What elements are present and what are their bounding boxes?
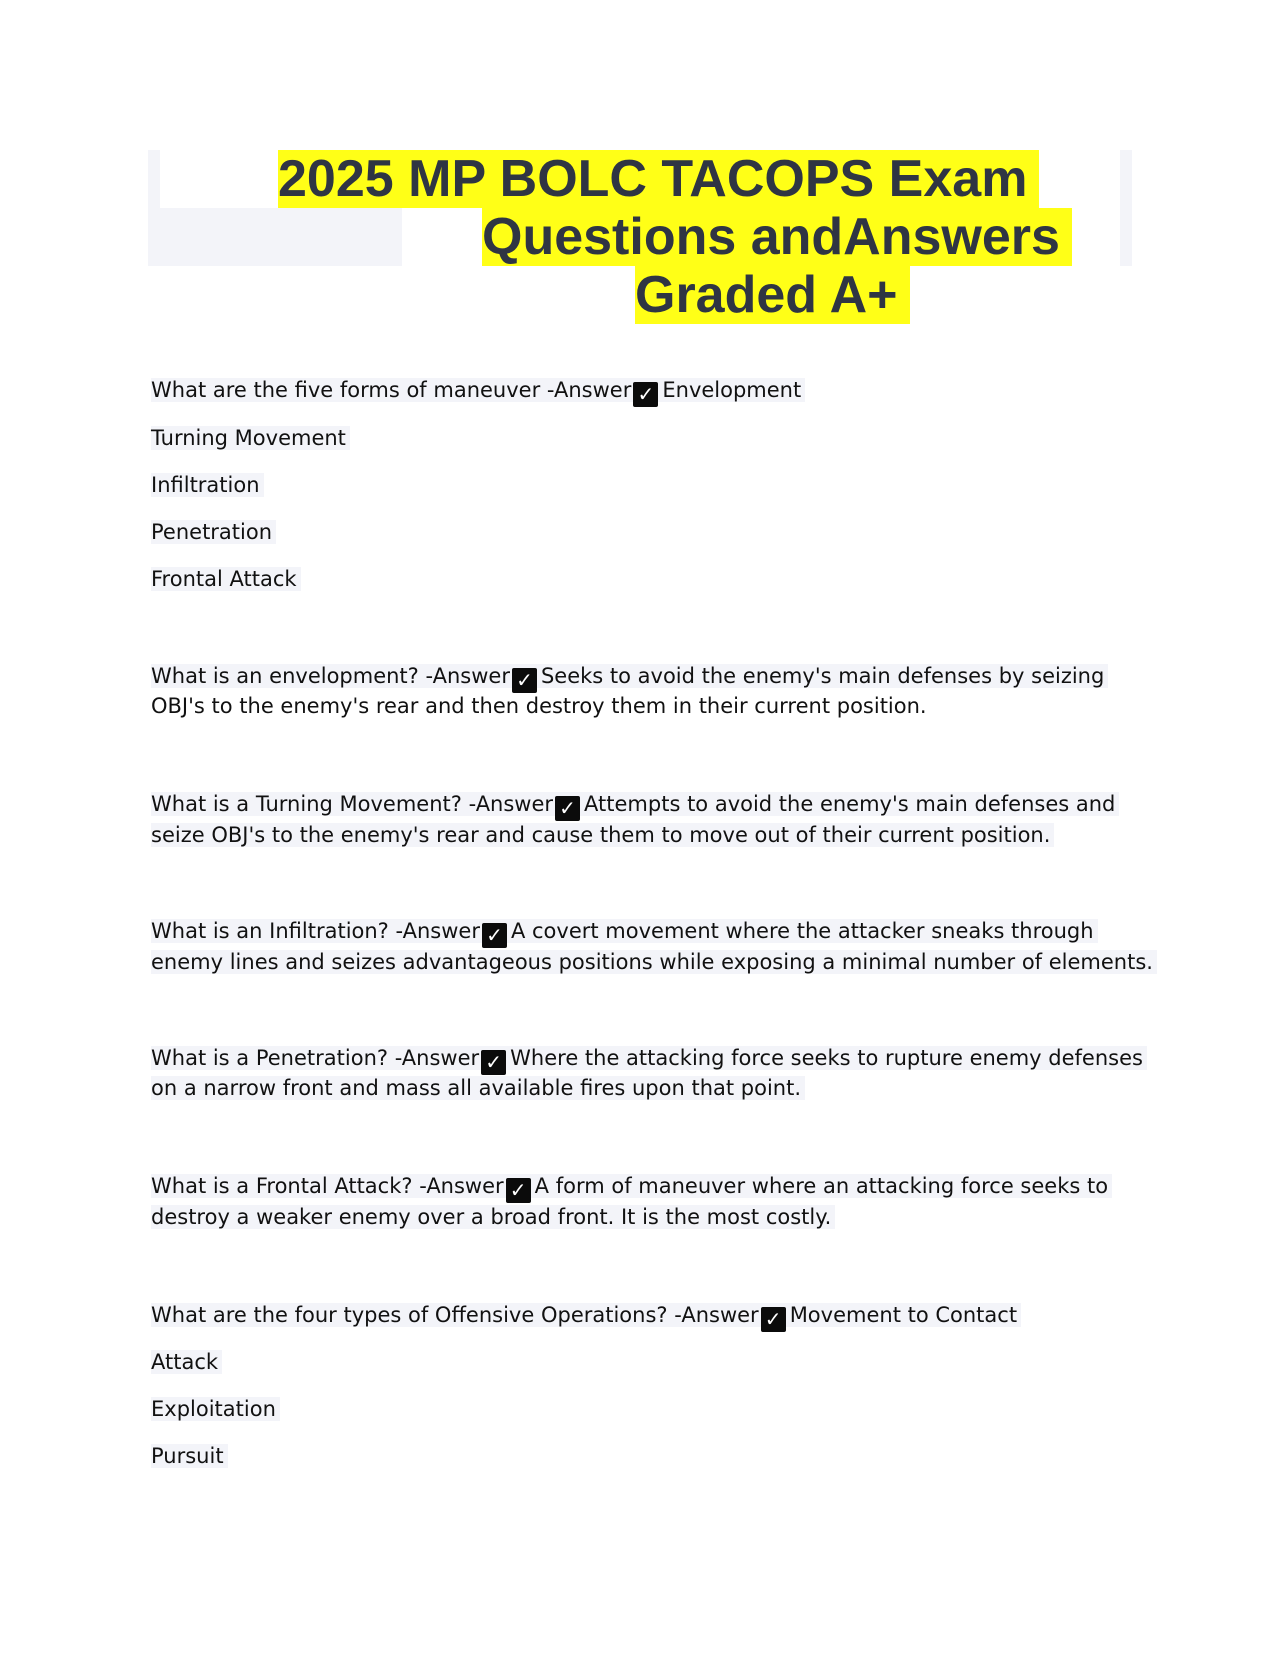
answer-text: Pursuit bbox=[151, 1444, 228, 1468]
answer-text: destroy a weaker enemy over a broad front. It is the most costly. bbox=[151, 1205, 835, 1229]
document-title-line-2: Questions andAnswers bbox=[482, 208, 1072, 266]
answer-text: Movement to Contact bbox=[789, 1303, 1018, 1327]
check-box-icon: ✓ bbox=[512, 668, 537, 693]
answer-line bbox=[151, 1202, 835, 1233]
check-box-icon: ✓ bbox=[506, 1178, 531, 1203]
question-text: What is a Penetration? -Answer bbox=[151, 1046, 480, 1070]
answer-text: on a narrow front and mass all available fires upon that point. bbox=[151, 1076, 805, 1100]
answer-text: A covert movement where the attacker sneaks through bbox=[510, 919, 1094, 943]
answer-line bbox=[151, 1441, 228, 1472]
answer-text: Turning Movement bbox=[151, 426, 350, 450]
answer-line bbox=[151, 1394, 280, 1425]
check-box-icon: ✓ bbox=[482, 923, 507, 948]
answer-line bbox=[151, 423, 350, 454]
question-line bbox=[151, 916, 1098, 947]
answer-text: enemy lines and seizes advantageous positions while exposing a minimal number of elements. bbox=[151, 950, 1157, 974]
check-box-icon: ✓ bbox=[761, 1307, 786, 1332]
answer-text: Exploitation bbox=[151, 1397, 280, 1421]
question-line bbox=[151, 1300, 1021, 1331]
answer-text: OBJ's to the enemy's rear and then destroy them in their current position. bbox=[151, 694, 927, 718]
document-title-line-1: 2025 MP BOLC TACOPS Exam bbox=[278, 150, 1039, 208]
answer-line bbox=[151, 470, 264, 501]
answer-text: Seeks to avoid the enemy's main defenses by seizing bbox=[540, 664, 1105, 688]
question-line bbox=[151, 661, 1108, 692]
qa-line-text bbox=[151, 378, 805, 406]
answer-text: Envelopment bbox=[662, 378, 802, 402]
answer-text: Infiltration bbox=[151, 473, 264, 497]
answer-line bbox=[151, 1073, 805, 1104]
answer-line bbox=[151, 691, 927, 722]
question-text: What are the five forms of maneuver -Answer bbox=[151, 378, 632, 402]
answer-text: Where the attacking force seeks to rupture enemy defenses bbox=[510, 1046, 1143, 1070]
question-text: What is an Infiltration? -Answer bbox=[151, 919, 480, 943]
answer-line bbox=[151, 947, 1157, 978]
document-title-line-3: Graded A+ bbox=[635, 266, 910, 324]
question-line bbox=[151, 1043, 1147, 1074]
answer-line bbox=[151, 517, 276, 548]
check-box-icon: ✓ bbox=[633, 382, 658, 407]
question-line bbox=[151, 1171, 1112, 1202]
question-text: What is an envelopment? -Answer bbox=[151, 664, 510, 688]
check-box-icon: ✓ bbox=[555, 796, 580, 821]
answer-line bbox=[151, 564, 301, 595]
question-text: What is a Turning Movement? -Answer bbox=[151, 792, 554, 816]
answer-text: Frontal Attack bbox=[151, 567, 301, 591]
qa-line-text bbox=[151, 1174, 1112, 1202]
answer-text: A form of maneuver where an attacking force seeks to bbox=[534, 1174, 1109, 1198]
answer-text: seize OBJ's to the enemy's rear and cause them to move out of their current position. bbox=[151, 823, 1054, 847]
question-line bbox=[151, 375, 805, 406]
qa-line-text bbox=[151, 1046, 1147, 1074]
answer-text: Penetration bbox=[151, 520, 276, 544]
qa-line-text bbox=[151, 664, 1108, 692]
qa-line-text bbox=[151, 1303, 1021, 1331]
qa-line-text bbox=[151, 919, 1098, 947]
qa-line-text bbox=[151, 792, 1119, 820]
question-line bbox=[151, 789, 1119, 820]
answer-line bbox=[151, 820, 1054, 851]
answer-text: Attempts to avoid the enemy's main defenses and bbox=[584, 792, 1116, 816]
answer-text: Attack bbox=[151, 1350, 222, 1374]
answer-line bbox=[151, 1347, 222, 1378]
question-text: What are the four types of Offensive Operations? -Answer bbox=[151, 1303, 759, 1327]
check-box-icon: ✓ bbox=[481, 1050, 506, 1075]
question-text: What is a Frontal Attack? -Answer bbox=[151, 1174, 504, 1198]
